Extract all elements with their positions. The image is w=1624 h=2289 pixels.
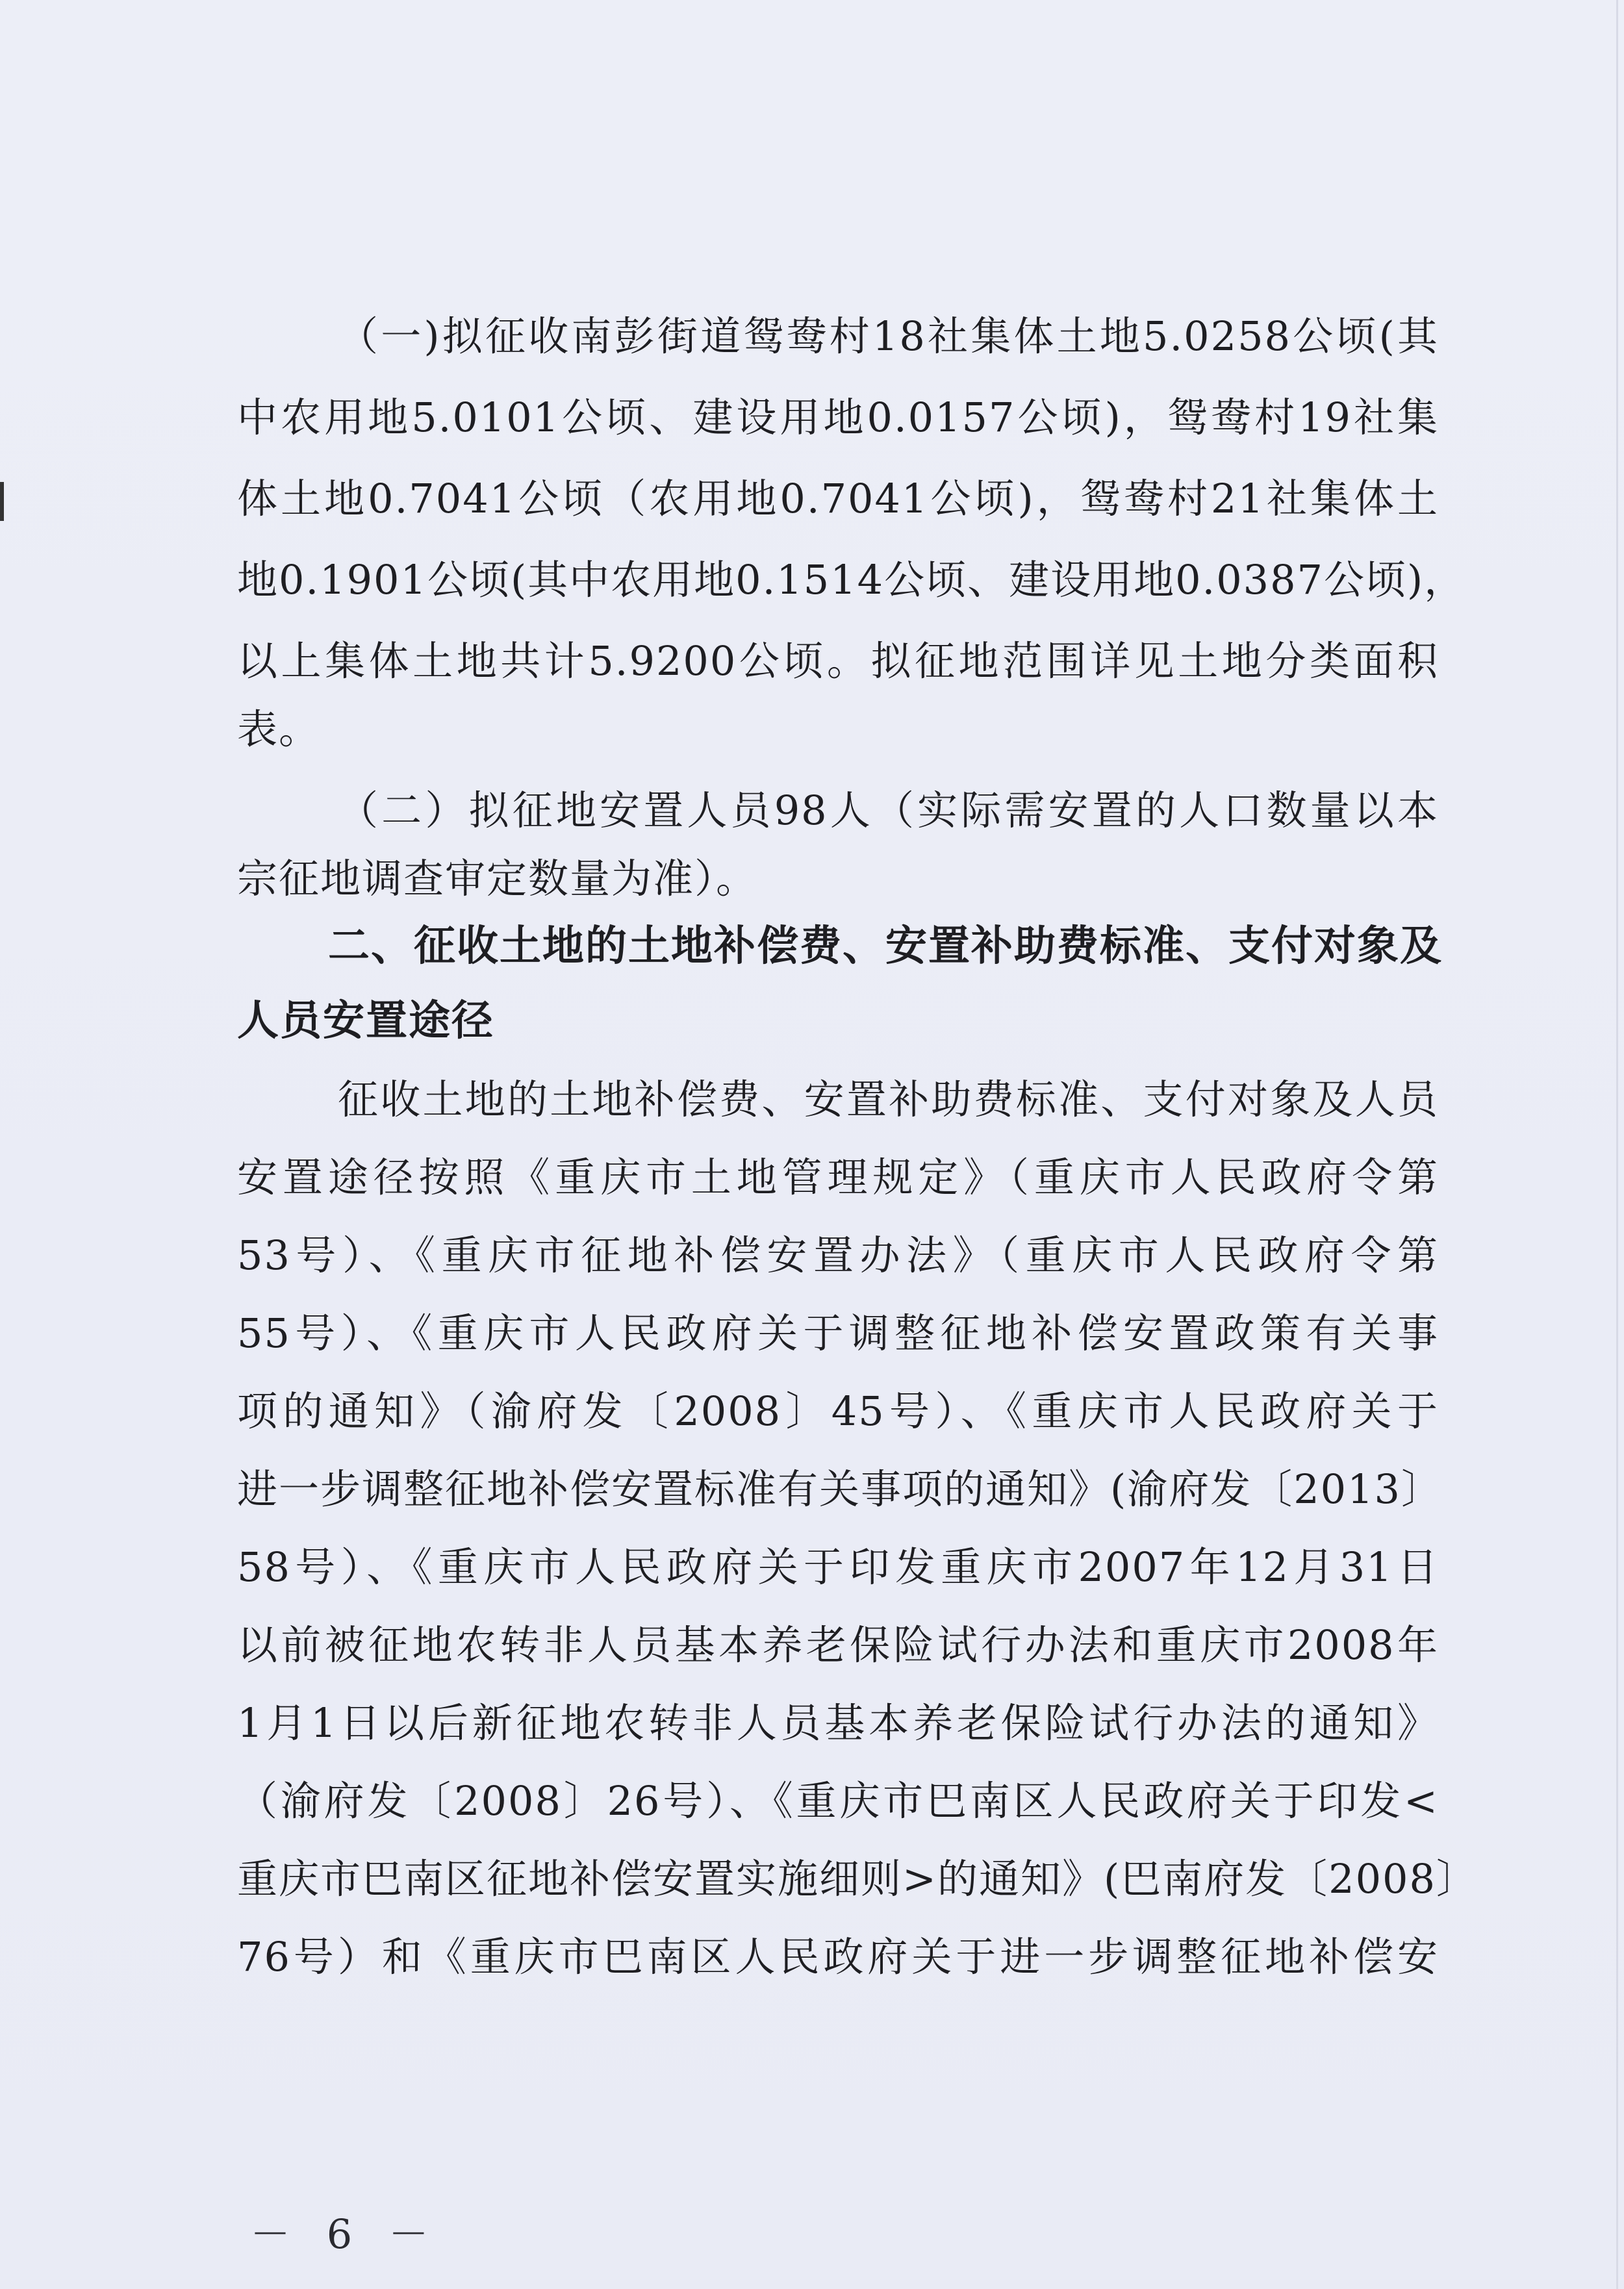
scan-edge-line	[1616, 0, 1618, 2289]
paragraph-3-line-8: 以前被征地农转非人员基本养老保险试行办法和重庆市2008年	[237, 1621, 1439, 1669]
paragraph-2-line-2: 宗征地调查审定数量为准）。	[237, 855, 758, 902]
paragraph-1-line-4: 地0.1901公顷(其中农用地0.1514公顷、建设用地0.0387公顷)，	[237, 556, 1466, 603]
paragraph-3-line-10: （渝府发〔2008〕26号）、《重庆市巴南区人民政府关于印发<	[237, 1777, 1439, 1825]
paragraph-1-line-2: 中农用地5.0101公顷、建设用地0.0157公顷)，鸳鸯村19社集	[237, 394, 1439, 441]
paragraph-1-line-1: （一)拟征收南彭街道鸳鸯村18社集体土地5.0258公顷(其	[338, 312, 1439, 360]
page-number: － 6 －	[250, 2210, 440, 2258]
paragraph-3-line-2: 安置途径按照《重庆市土地管理规定》（重庆市人民政府令第	[237, 1154, 1439, 1201]
paragraph-3-line-11: 重庆市巴南区征地补偿安置实施细则>的通知》(巴南府发〔2008〕	[237, 1855, 1478, 1903]
paragraph-1-line-3: 体土地0.7041公顷（农用地0.7041公顷)，鸳鸯村21社集体土	[237, 475, 1439, 522]
paragraph-1-line-5: 以上集体土地共计5.9200公顷。拟征地范围详见土地分类面积	[237, 637, 1439, 685]
scan-edge-mark	[0, 482, 4, 521]
section-heading-line-1: 二、征收土地的土地补偿费、安置补助费标准、支付对象及	[328, 922, 1443, 970]
paragraph-3-line-6: 进一步调整征地补偿安置标准有关事项的通知》(渝府发〔2013〕	[237, 1465, 1443, 1513]
paragraph-3-line-4: 55号）、《重庆市人民政府关于调整征地补偿安置政策有关事	[237, 1309, 1439, 1357]
paragraph-3-line-7: 58号）、《重庆市人民政府关于印发重庆市2007年12月31日	[237, 1543, 1439, 1591]
paragraph-3-line-3: 53号）、《重庆市征地补偿安置办法》（重庆市人民政府令第	[237, 1232, 1439, 1279]
paragraph-3-line-12: 76号）和《重庆市巴南区人民政府关于进一步调整征地补偿安	[237, 1933, 1439, 1980]
paragraph-3-line-9: 1月1日以后新征地农转非人员基本养老保险试行办法的通知》	[237, 1699, 1439, 1747]
paragraph-3-line-1: 征收土地的土地补偿费、安置补助费标准、支付对象及人员	[338, 1076, 1439, 1123]
paragraph-1-line-6: 表。	[237, 705, 321, 753]
paragraph-3-line-5: 项的通知》（渝府发〔2008〕45号）、《重庆市人民政府关于	[237, 1387, 1439, 1435]
paragraph-2-line-1: （二）拟征地安置人员98人（实际需安置的人口数量以本	[338, 787, 1439, 834]
section-heading-line-2: 人员安置途径	[237, 997, 494, 1045]
